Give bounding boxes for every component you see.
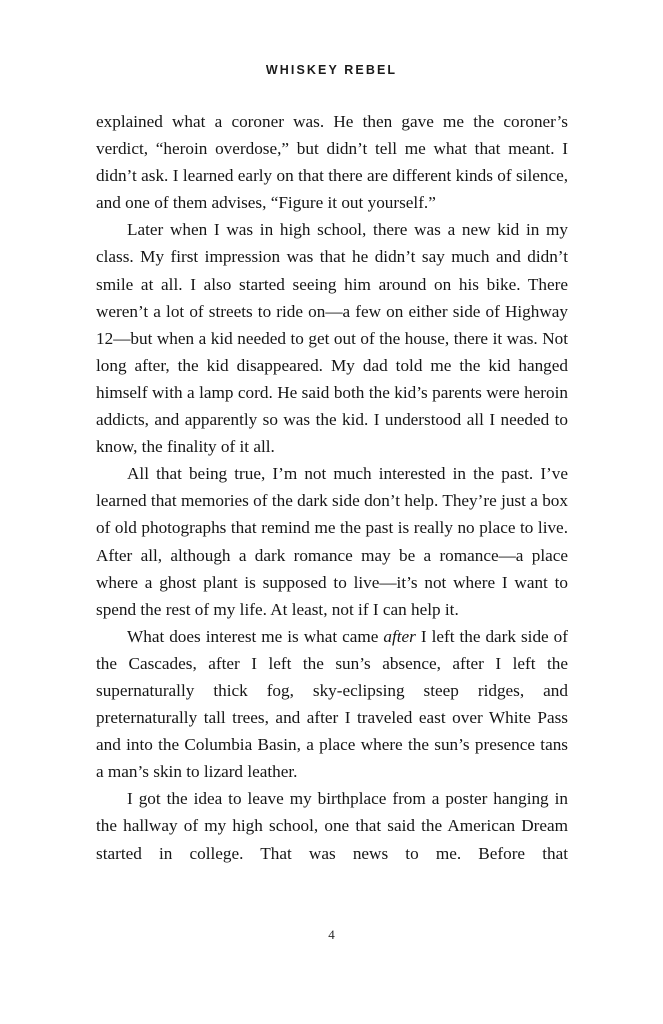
- paragraph-4-text-before-emphasis: What does interest me is what came: [127, 626, 384, 646]
- body-text: [96, 108, 568, 867]
- running-head: WHISKEY REBEL: [265, 63, 398, 77]
- paragraph-1: explained what a coroner was. He then gave me the coroner’s verdict, “heroin overdose,” but didn’t tell me what that meant. I didn’t ask. I learned early on that there are different kinds of silence, and one of them advises, “Figure it out yourself.”: [96, 112, 568, 213]
- paragraph-5: I got the idea to leave my birthplace from a poster hanging in the hallway of my high school, one that said the American Dream started in college. That was news to me. Before that: [96, 789, 568, 863]
- paragraph-2: Later when I was in high school, there was a new kid in my class. My first impression was that he didn’t say much and didn’t smile at all. I also started seeing him around on his bike. There weren’t a lot of streets to ride on—a few on either side of Highway 12—but when a kid needed to get out of the house, there it was. Not long after, the kid disappeared. My dad told me the kid hanged himself with a lamp cord. He said both the kid’s parents were heroin addicts, and apparently so was the kid. I understood all I needed to know, the finality of it all.: [96, 220, 568, 457]
- paragraph-4-text-after-emphasis: I left the dark side of the Cascades, after I left the sun’s absence, after I left the supernaturally thick fog, sky-eclipsing steep ridges, and preternaturally tall trees, and after I traveled east over White Pass and into the Columbia Basin, a place where the sun’s presence tans a man’s skin to lizard leather.: [96, 626, 568, 782]
- paragraph-3: All that being true, I’m not much interested in the past. I’ve learned that memories of the dark side don’t help. They’re just a box of old photographs that remind me the past is really no place to live. After all, although a dark romance may be a romance—a place where a ghost plant is supposed to live—it’s not where I want to spend the rest of my life. At least, not if I can help it.: [96, 464, 568, 619]
- paragraph-4: [96, 623, 568, 786]
- page-number: 4: [328, 927, 335, 942]
- emphasized-word-after: after: [383, 626, 416, 646]
